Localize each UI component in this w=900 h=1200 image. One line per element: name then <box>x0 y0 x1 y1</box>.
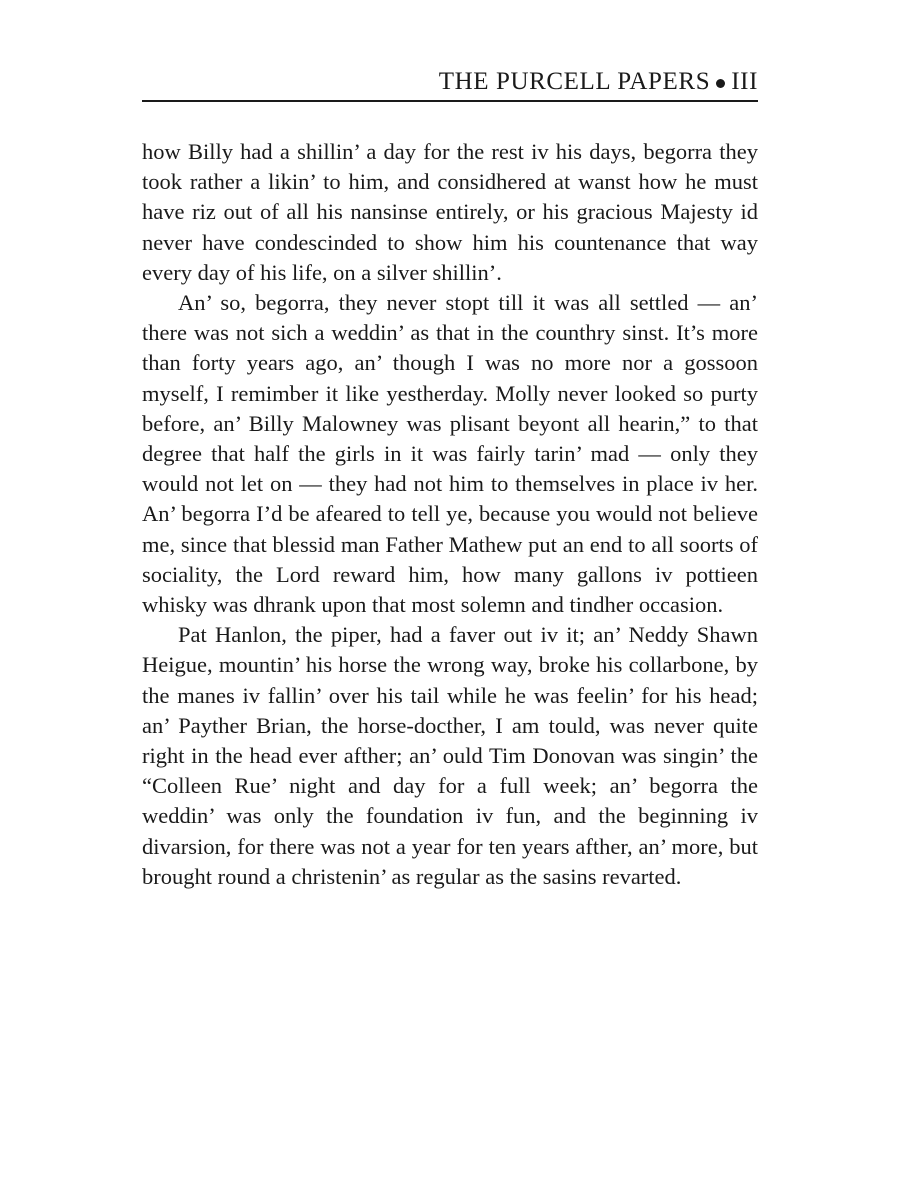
paragraph-continued: how Billy had a shillin’ a day for the rest iv his days, begorra they took rather a likin’ to him, and considhered at wanst how he must have riz out of all his nansinse entirely, or his gracious Majesty id never have condescinded to show him his countenance that way every day of his life, on a silver shillin’. <box>142 139 758 285</box>
running-title: THE PURCELL PAPERS <box>438 68 711 95</box>
paragraph: An’ so, begorra, they never stopt till it was all settled — an’ there was not sich a weddin’ as that in the counthry sinst. It’s more than forty years ago, an’ though I was no more nor a gossoon myself, I remimber it like yestherday. Molly never looked so purty before, an’ Billy Malowney was plisant beyont all hearin,” to that degree that half the girls in it was fairly tarin’ mad — only they would not let on — they had not him to themselves in place iv her. An’ begorra I’d be afeared to tell ye, because you would not believe me, since that blessid man Father Mathew put an end to all soorts of sociality, the Lord reward him, how many gallons iv pottieen whisky was dhrank upon that most solemn and tindher occasion. <box>142 290 758 618</box>
paragraph: Pat Hanlon, the piper, had a faver out iv it; an’ Neddy Shawn Heigue, mountin’ his horse the wrong way, broke his collarbone, by the manes iv fallin’ over his tail while he was feelin’ for his head; an’ Payther Brian, the horse-docther, I am tould, was never quite right in the head ever afther; an’ ould Tim Donovan was singin’ the “Colleen Rue’ night and day for a full week; an’ begorra the weddin’ was only the foundation iv fun, and the beginning iv divarsion, for there was not a year for ten years afther, an’ more, but brought round a christenin’ as regular as the sasins revarted. <box>142 622 758 889</box>
page-number: III <box>731 68 758 95</box>
body-text <box>142 137 758 892</box>
bullet-separator-icon <box>716 79 725 88</box>
running-header <box>142 66 758 102</box>
